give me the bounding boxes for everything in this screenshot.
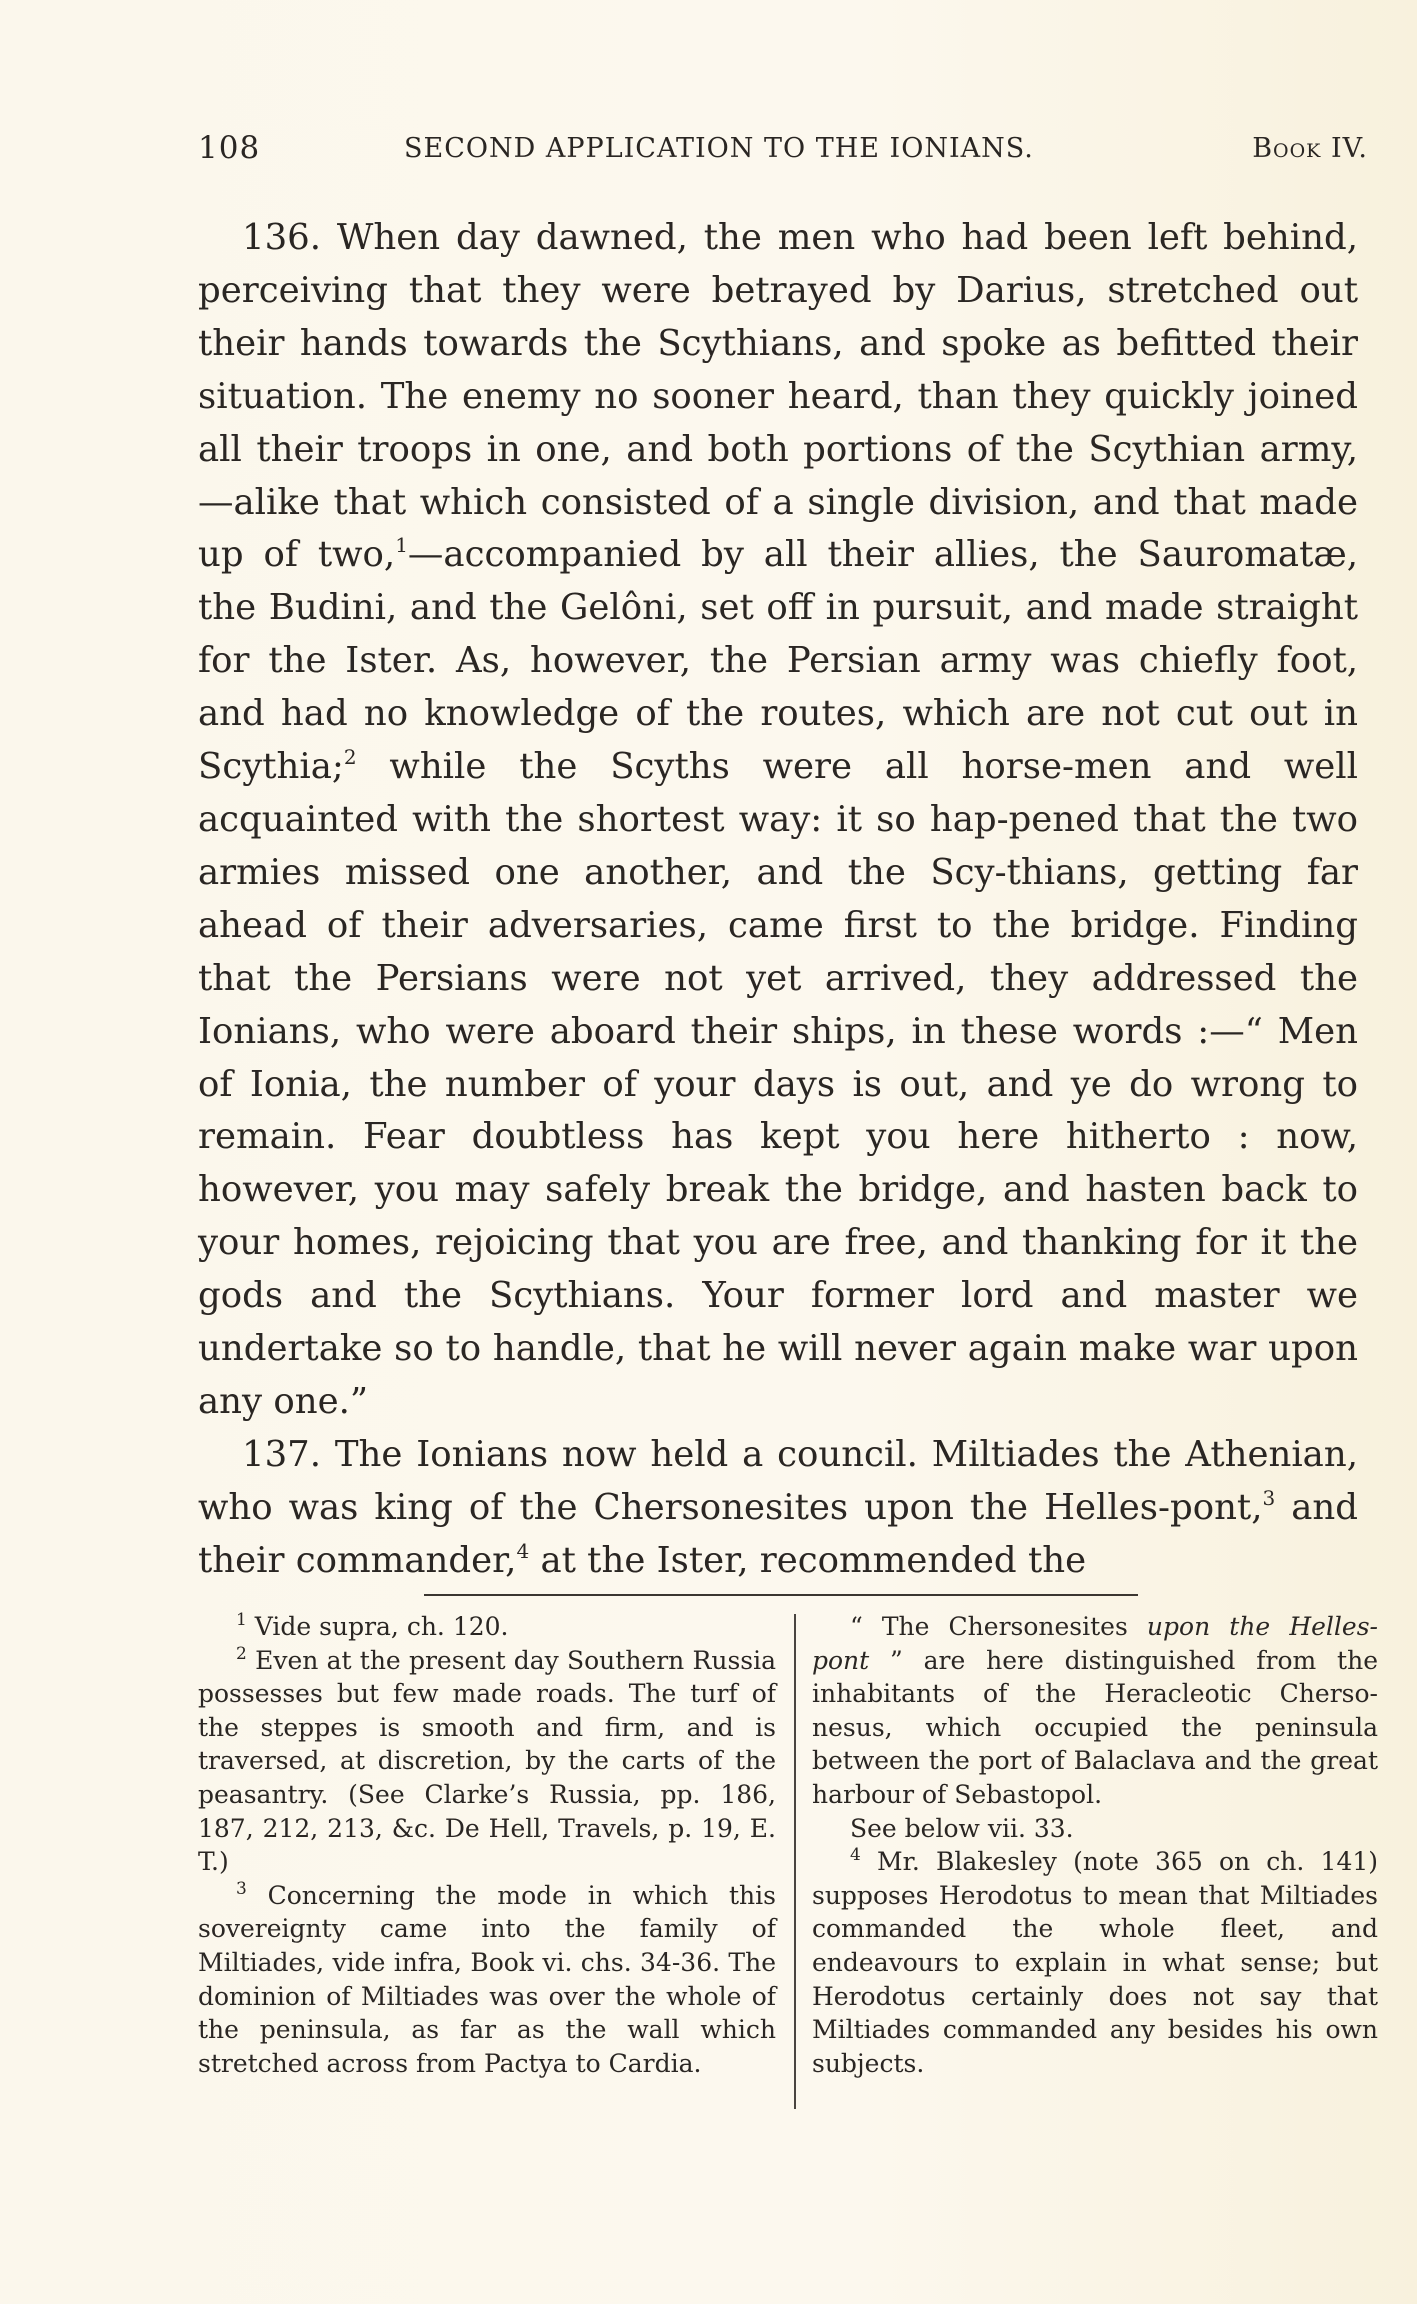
footnote-continued bbox=[812, 1610, 1378, 1812]
footnote-text: Concerning the mode in which this sovereignty came into the family of Miltiades, vide infra, Book vi. chs. 34-36. The dominion of Miltiades was over the whole of the peninsula, as far as the wall which stretched across from Pactya to Cardia. bbox=[198, 1880, 776, 2078]
footnote-italic-text: upon the Helles-pont bbox=[812, 1612, 1378, 1675]
footnote-ref[interactable]: 3 bbox=[1262, 1485, 1276, 1510]
paragraph-text: at the Ister, recommended the bbox=[529, 1539, 1087, 1581]
footnote bbox=[198, 1644, 776, 1879]
book-reference: Book IV. bbox=[1252, 133, 1368, 164]
footnote-number: 3 bbox=[236, 1878, 247, 1899]
paragraph-text: 137. The Ionians now held a council. Miltiades the Athenian, who was king of the Chersonesites upon the Helles-pont, bbox=[198, 1433, 1358, 1528]
page-header bbox=[198, 130, 1368, 174]
footnote bbox=[198, 1879, 776, 2081]
paragraph-text: and their commander, bbox=[198, 1486, 1358, 1581]
paragraph-text: while the Scyths were all horse-men and well acquainted with the shortest way: it so hap-pened that the two armies missed one another, and the Scy-thians, getting far ahead of their adversaries, came first to the bridge. Finding that the Persians were not yet arrived, they addressed the Ionians, who were aboard their ships, in these words :—“ Men of Ionia, the number of your days is out, and ye do wrong to remain. Fear doubtless has kept you here hitherto : now, however, you may safely break the bridge, and hasten back to your homes, rejoicing that you are free, and thanking for it the gods and the Scythians. Your former lord and master we undertake so to handle, that he will never again make war upon any one.” bbox=[198, 746, 1358, 1422]
page-number: 108 bbox=[198, 130, 261, 166]
footnote-text: Even at the present day Southern Russia possesses but few made roads. The turf of the steppes is smooth and firm, and is traversed, at discretion, by the carts of the peasantry. (See Clarke’s Russia, pp. 186, 187, 212, 213, &c. De Hell, Travels, p. 19, E. T.) bbox=[198, 1645, 776, 1877]
footnote-ref[interactable]: 2 bbox=[343, 745, 357, 770]
footnote-rule bbox=[424, 1594, 1138, 1596]
footnotes-left-column bbox=[198, 1610, 776, 2080]
paragraph-text: —accompanied by all their allies, the Sauromatæ, the Budini, and the Gelôni, set off in pursuit, and made straight for the Ister. As, however, the Persian army was chiefly foot, and had no knowledge of the routes, which are not cut out in Scythia; bbox=[198, 534, 1358, 788]
footnote bbox=[812, 1845, 1378, 2080]
running-title: SECOND APPLICATION TO THE IONIANS. bbox=[404, 133, 1034, 164]
footnote-text: See below vii. 33. bbox=[850, 1813, 1074, 1843]
paragraph-text: 136. When day dawned, the men who had been left behind, perceiving that they were betrayed by Darius, stretched out their hands towards the Scythians, and spoke as befitted their situation. The enemy no sooner heard, than they quickly joined all their troops in one, and both portions of the Scythian army,—alike that which consisted of a single division, and that made up of two, bbox=[198, 217, 1358, 576]
footnote-text: “ The Chersonesites bbox=[850, 1612, 1147, 1641]
footnote-continued bbox=[812, 1812, 1378, 1846]
footnotes-right-column bbox=[812, 1610, 1378, 2080]
footnote-number: 1 bbox=[236, 1610, 247, 1630]
footnote-text: Mr. Blakesley (note 365 on ch. 141) supposes Herodotus to mean that Miltiades commanded the whole fleet, and endeavours to explain in what sense; but Herodotus certainly does not say that Miltiades commanded any besides his own subjects. bbox=[812, 1847, 1379, 2078]
footnote bbox=[198, 1610, 776, 1644]
paragraph-137 bbox=[198, 1429, 1358, 1588]
column-divider bbox=[794, 1614, 796, 2109]
footnote-ref[interactable]: 4 bbox=[516, 1538, 530, 1563]
footnote-number: 2 bbox=[236, 1643, 247, 1664]
footnote-text: Vide supra, ch. 120. bbox=[254, 1612, 509, 1641]
footnote-ref[interactable]: 1 bbox=[395, 533, 408, 558]
footnote-number: 4 bbox=[850, 1845, 861, 1866]
main-text bbox=[198, 212, 1358, 1588]
paragraph-136 bbox=[198, 212, 1358, 1429]
footnote-text: ” are here distinguished from the inhabitants of the Heracleotic Cherso-nesus, which occupied the peninsula between the port of Balaclava and the great harbour of Sebastopol. bbox=[812, 1645, 1378, 1809]
